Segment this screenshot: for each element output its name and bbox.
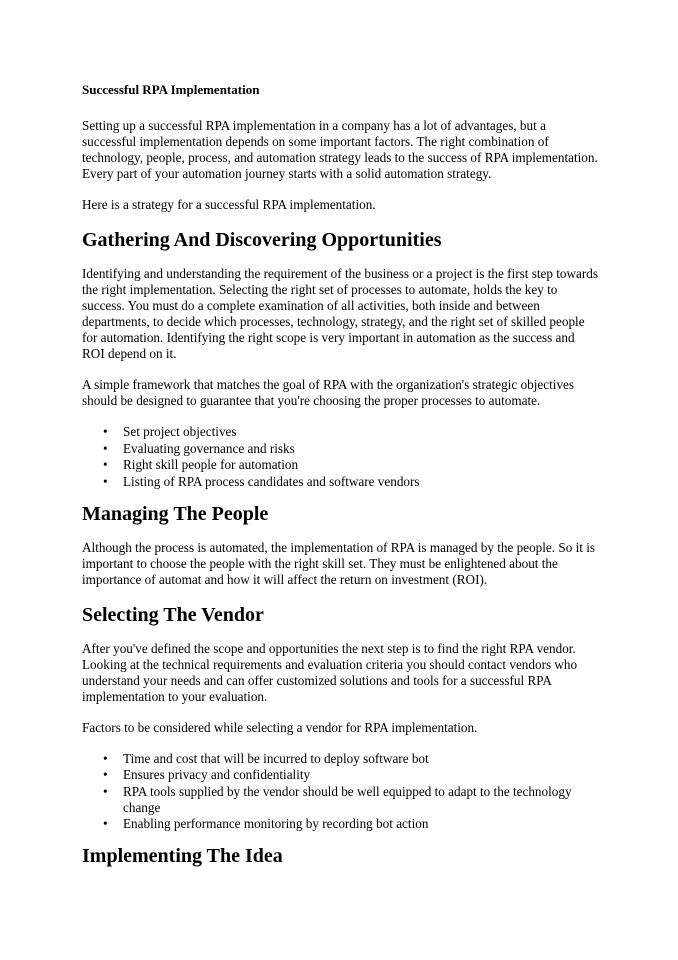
section-paragraph: Although the process is automated, the implementation of RPA is managed by the people. So it is important to choose the people with the right skill set. They must be enlightened about the importance of automat and how it will affect the return on investment (ROI). xyxy=(82,539,596,587)
list-item: • Right skill people for automation xyxy=(123,457,598,473)
list-item: • Evaluating governance and risks xyxy=(123,441,598,457)
document-page xyxy=(82,82,598,882)
list-item: • Time and cost that will be incurred to deploy software bot xyxy=(123,751,598,767)
list-item: • Set project objectives xyxy=(123,424,598,440)
list-item: • Enabling performance monitoring by recording bot action xyxy=(123,816,598,832)
intro-paragraph: Here is a strategy for a successful RPA implementation. xyxy=(82,197,376,212)
section-heading-gathering: Gathering And Discovering Opportunities xyxy=(82,229,442,251)
section-heading-implementing: Implementing The Idea xyxy=(82,845,283,867)
bullet-list xyxy=(82,424,598,490)
intro-paragraph: Setting up a successful RPA implementation in a company has a lot of advantages, but a successful implementation depends on some important factors. The right combination of technology, people, process, and automation strategy leads to the success of RPA implementation. Every part of your automation journey starts with a solid automation strategy. xyxy=(82,118,598,181)
list-item: • RPA tools supplied by the vendor should be well equipped to adapt to the technology change xyxy=(123,784,598,816)
section-paragraph: A simple framework that matches the goal of RPA with the organization's strategic objectives should be designed to guarantee that you're choosing the proper processes to automate. xyxy=(82,377,575,408)
list-item: • Listing of RPA process candidates and software vendors xyxy=(123,474,598,490)
section-paragraph: Factors to be considered while selecting a vendor for RPA implementation. xyxy=(82,719,478,735)
section-paragraph: After you've defined the scope and opportunities the next step is to find the right RPA vendor. Looking at the technical requirements and evaluation criteria you should contact vendors who understand your needs and can offer customized solutions and tools for a successful RPA implementation to your evaluation. xyxy=(82,640,578,704)
section-heading-vendor: Selecting The Vendor xyxy=(82,603,264,626)
document-title: Successful RPA Implementation xyxy=(82,82,260,97)
section-paragraph: Identifying and understanding the requirement of the business or a project is the first step towards the right implementation. Selecting the right set of processes to automate, holds the key to success. You must do a complete examination of all activities, both inside and between departments, to decide which processes, technology, strategy, and the right set of skilled people for automation. Identifying the right scope is very important in automation as the success and ROI depend on it. xyxy=(82,266,599,361)
bullet-list xyxy=(82,751,598,833)
list-item: • Ensures privacy and confidentiality xyxy=(123,767,598,783)
section-heading-people: Managing The People xyxy=(82,502,269,525)
